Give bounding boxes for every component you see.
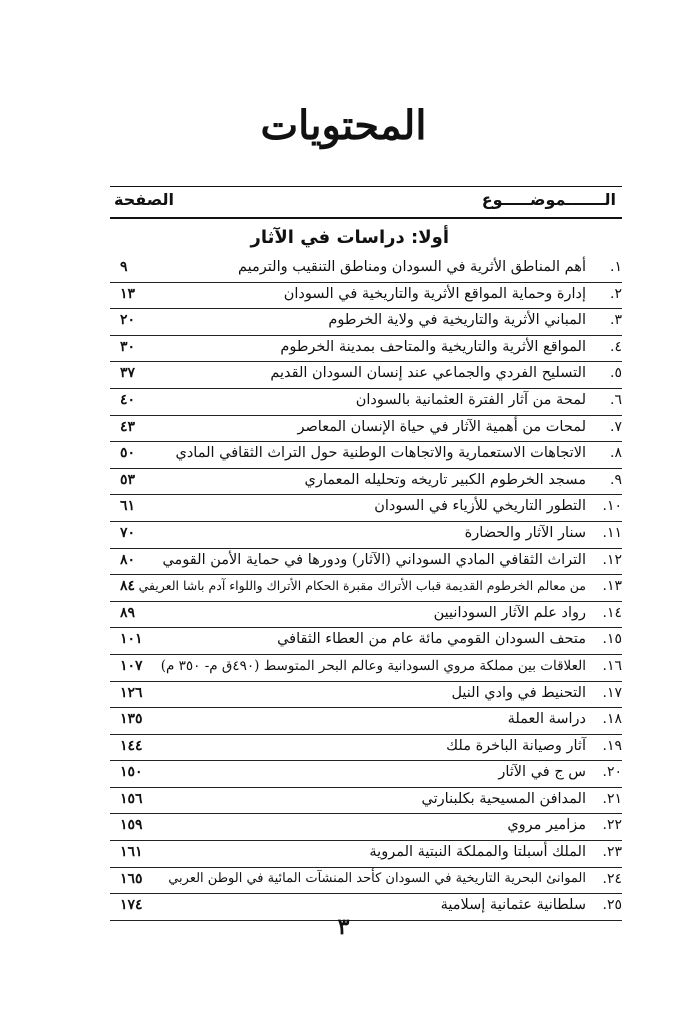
toc-page: ٨٤ <box>120 578 136 595</box>
toc-title: آثار وصيانة الباخرة ملك <box>446 737 586 754</box>
toc-number: ٣. <box>610 312 622 329</box>
toc-number: ٢٣. <box>602 844 622 861</box>
toc-page: ٢٠ <box>120 312 136 329</box>
toc-page: ٥٣ <box>120 471 136 488</box>
header-topic: الـــــــموضـــــوع <box>481 190 616 209</box>
toc-title: الاتجاهات الاستعمارية والاتجاهات الوطنية حول التراث الثقافي المادي <box>175 445 586 462</box>
toc-list <box>110 256 622 921</box>
toc-title: التسليح الفردي والجماعي عند إنسان السودان القديم <box>270 365 586 382</box>
toc-number: ١٩. <box>602 737 622 754</box>
toc-page: ٤٣ <box>120 418 136 435</box>
toc-number: ٢٢. <box>602 817 622 834</box>
toc-page: ١٤٤ <box>120 737 143 754</box>
toc-number: ٤. <box>610 338 622 355</box>
toc-number: ١٤. <box>602 604 622 621</box>
toc-page: ١٣ <box>120 285 136 302</box>
toc-title: س ج في الآثار <box>498 764 586 781</box>
toc-number: ٦. <box>610 391 622 408</box>
toc-row <box>110 549 622 576</box>
toc-number: ١٨. <box>602 711 622 728</box>
toc-row <box>110 575 622 602</box>
toc-number: ٢٠. <box>602 764 622 781</box>
toc-page: ٦١ <box>120 498 136 515</box>
toc-page: ١٥٠ <box>120 764 143 781</box>
toc-row <box>110 469 622 496</box>
toc-title: الموانئ البحرية التاريخية في السودان كأحد المنشآت المائية في الوطن العربي <box>168 870 586 886</box>
toc-page: ١٣٥ <box>120 711 143 728</box>
toc-number: ٧. <box>610 418 622 435</box>
toc-number: ٢٥. <box>602 897 622 914</box>
toc-page: ١٢٦ <box>120 684 143 701</box>
toc-title: الملك أسبلتا والمملكة النبتية المروية <box>369 844 586 861</box>
toc-page: ٨٠ <box>120 551 136 568</box>
toc-row <box>110 682 622 709</box>
toc-page: ١٥٦ <box>120 790 143 807</box>
toc-header <box>110 186 622 219</box>
toc-row <box>110 841 622 868</box>
toc-title: المباني الأثرية والتاريخية في ولاية الخرطوم <box>328 312 586 329</box>
toc-row <box>110 735 622 762</box>
toc-row <box>110 389 622 416</box>
toc-page: ٧٠ <box>120 524 136 541</box>
toc-row <box>110 256 622 283</box>
toc-number: ١٢. <box>602 551 622 568</box>
toc-title: التطور التاريخي للأزياء في السودان <box>374 498 586 515</box>
toc-title: المدافن المسيحية بكلبنارتي <box>421 790 586 807</box>
toc-number: ٩. <box>610 471 622 488</box>
toc-row <box>110 336 622 363</box>
toc-page: ١٧٤ <box>120 897 143 914</box>
toc-row <box>110 522 622 549</box>
toc-number: ١١. <box>602 524 622 541</box>
toc-title: المواقع الأثرية والتاريخية والمتاحف بمدينة الخرطوم <box>280 338 586 355</box>
toc-page: ٤٠ <box>120 391 136 408</box>
toc-page: ٣٠ <box>120 338 136 355</box>
toc-row <box>110 283 622 310</box>
toc-page: ٥٠ <box>120 445 136 462</box>
toc-page: ٨٩ <box>120 604 136 621</box>
toc-row <box>110 602 622 629</box>
toc-number: ١٧. <box>602 684 622 701</box>
toc-title: التراث الثقافي المادي السوداني (الآثار) ودورها في حماية الأمن القومي <box>162 551 586 568</box>
toc-number: ٢. <box>610 285 622 302</box>
toc-row <box>110 761 622 788</box>
toc-row <box>110 442 622 469</box>
toc-row <box>110 309 622 336</box>
toc-title: مسجد الخرطوم الكبير تاريخه وتحليله المعماري <box>304 471 586 488</box>
toc-title: متحف السودان القومي مائة عام من العطاء الثقافي <box>277 631 586 648</box>
toc-number: ١٠. <box>602 498 622 515</box>
toc-title: سلطانية عثمانية إسلامية <box>440 897 586 914</box>
toc-row <box>110 814 622 841</box>
toc-row <box>110 416 622 443</box>
toc-page: ١٦١ <box>120 844 143 861</box>
page-title: المحتويات <box>260 102 427 149</box>
toc-title: دراسة العملة <box>507 711 586 728</box>
toc-row <box>110 495 622 522</box>
toc-title: من معالم الخرطوم القديمة قباب الأتراك مقبرة الحكام الأتراك واللواء آدم باشا العريفي <box>138 578 586 594</box>
toc-row <box>110 708 622 735</box>
toc-title: لمحات من أهمية الآثار في حياة الإنسان المعاصر <box>297 418 586 435</box>
toc-row <box>110 628 622 655</box>
toc-number: ٥. <box>610 365 622 382</box>
toc-page: ١٦٥ <box>120 870 143 887</box>
toc-page: ١٥٩ <box>120 817 143 834</box>
toc-page: ٣٧ <box>120 365 136 382</box>
toc-page: ١٠٧ <box>120 657 143 674</box>
toc-number: ٨. <box>610 445 622 462</box>
page-number: ٣ <box>337 914 350 940</box>
toc-number: ١٣. <box>602 578 622 595</box>
toc-title: مزامير مروي <box>507 817 586 834</box>
section-heading: أولا: دراسات في الآثار <box>250 227 449 248</box>
toc-page: ١٠١ <box>120 631 143 648</box>
toc-title: سنار الآثار والحضارة <box>464 524 586 541</box>
toc-number: ١٦. <box>602 657 622 674</box>
toc-number: ١. <box>610 259 622 275</box>
toc-title: العلاقات بين مملكة مروي السودانية وعالم البحر المتوسط (٤٩٠ق م- ٣٥٠ م) <box>160 657 586 674</box>
toc-title: أهم المناطق الأثرية في السودان ومناطق التنقيب والترميم <box>238 259 586 275</box>
toc-title: إدارة وحماية المواقع الأثرية والتاريخية في السودان <box>283 285 586 302</box>
toc-title: التحنيط في وادي النيل <box>451 684 586 701</box>
toc-title: لمحة من آثار الفترة العثمانية بالسودان <box>355 391 586 408</box>
toc-row <box>110 655 622 682</box>
toc-number: ١٥. <box>602 631 622 648</box>
toc-row <box>110 788 622 815</box>
toc-number: ٢٤. <box>602 870 622 887</box>
toc-row <box>110 868 622 895</box>
toc-page: ٩ <box>120 259 128 275</box>
header-page: الصفحة <box>114 190 175 209</box>
toc-title: رواد علم الآثار السودانيين <box>433 604 586 621</box>
toc-number: ٢١. <box>602 790 622 807</box>
toc-row <box>110 362 622 389</box>
